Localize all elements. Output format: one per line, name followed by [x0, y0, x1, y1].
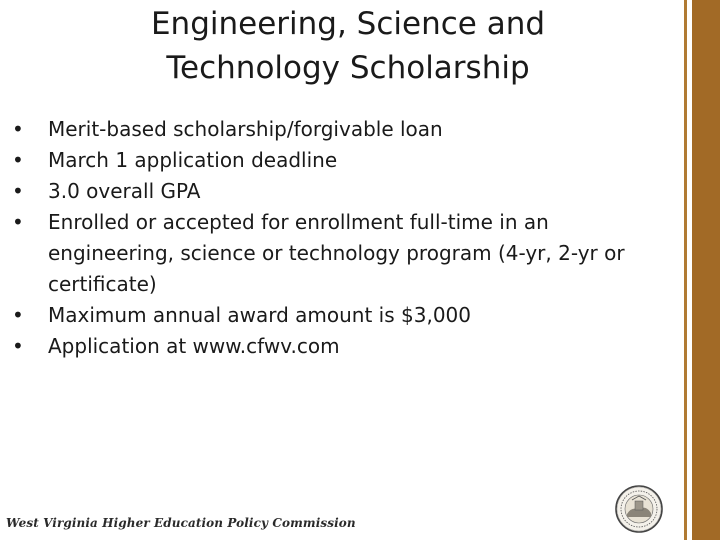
bullet-item — [8, 300, 676, 331]
bullet-text: Maximum annual award amount is $3,000 — [48, 303, 471, 327]
accent-stripe — [692, 0, 720, 540]
bullet-item — [8, 176, 676, 207]
slide-title-line-2: Technology Scholarship — [166, 50, 530, 86]
bullet-item — [8, 207, 676, 300]
bullet-text: Application at www.cfwv.com — [48, 334, 340, 358]
bullet-icon: • — [12, 179, 24, 203]
bullet-text: Merit-based scholarship/forgivable loan — [48, 117, 443, 141]
bullet-item — [8, 331, 676, 362]
bullet-icon: • — [12, 148, 24, 172]
accent-stripe-thin — [684, 0, 687, 540]
slide-title-line-1: Engineering, Science and — [150, 6, 546, 42]
bullet-icon: • — [12, 303, 24, 327]
bullet-item — [8, 114, 676, 145]
bullet-list — [8, 114, 676, 362]
bullet-icon: • — [12, 210, 24, 234]
footer-organization: West Virginia Higher Education Policy Commission — [6, 516, 356, 530]
bullet-text: March 1 application deadline — [48, 148, 338, 172]
bullet-icon: • — [12, 117, 24, 141]
bullet-icon: • — [12, 334, 24, 358]
slide-title — [40, 2, 656, 90]
bullet-text: 3.0 overall GPA — [48, 179, 201, 203]
state-seal-icon — [614, 484, 664, 534]
bullet-text: Enrolled or accepted for enrollment full-time in an engineering, science or technology program (4-yr, 2-yr or certificate) — [48, 210, 625, 296]
bullet-item — [8, 145, 676, 176]
